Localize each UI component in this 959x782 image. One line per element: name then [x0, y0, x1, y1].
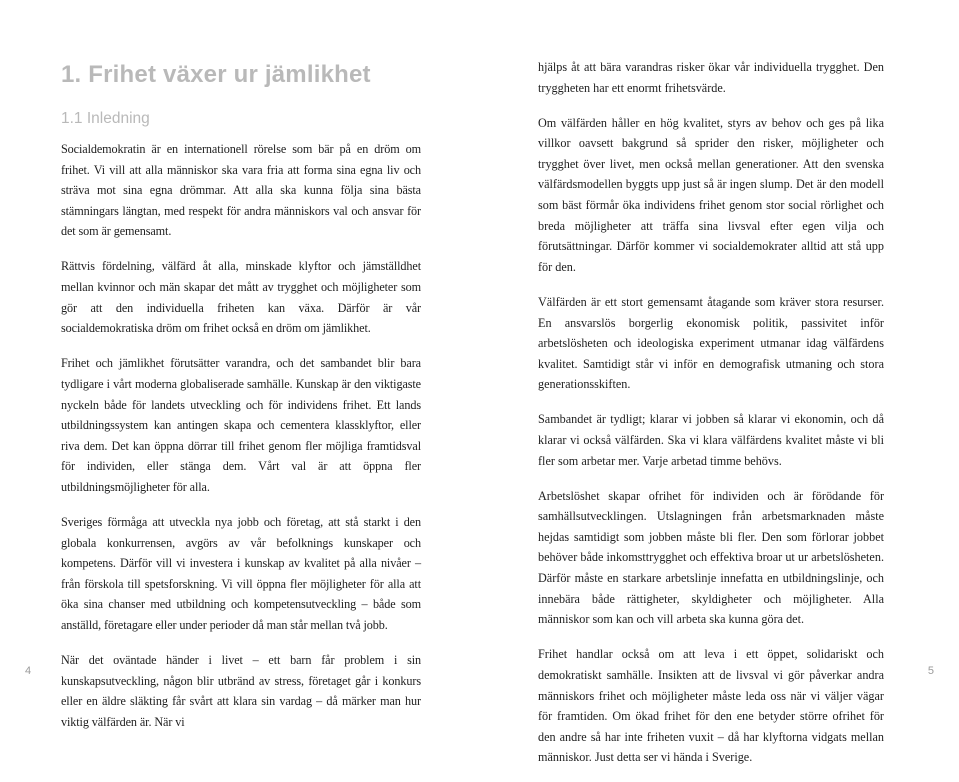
paragraph: När det oväntade händer i livet – ett barn får problem i sin kunskapsutveckling, någon blir utbränd av stress, företaget går i konkurs eller en äldre släkting får svårt att klara sin vardag – då märker man hur viktig välfärden är. När vi — [61, 653, 421, 729]
paragraph: Rättvis fördelning, välfärd åt alla, minskade klyftor och jämställdhet mellan kvinnor och män skapar det mått av trygghet och möjligheter som gör att den individuella friheten kan växa. Därför är vår socialdemokratiska dröm om frihet också en dröm om jämlikhet. — [61, 259, 421, 336]
right-page — [480, 0, 959, 765]
right-text-column — [538, 57, 884, 782]
paragraph: Om välfärden håller en hög kvalitet, styrs av behov och ges på lika villkor oavsett bakgrund så sprider den risker, möjligheter och trygghet över livet, men också mellan generationer. Att den svenska välfärdsmodellen byggts upp just så är ingen slump. Det är den modell som bäst förmår öka individens frihet genom stor social rörlighet och breda möjligheter att träffa sina livsval efter egen vilja och förutsättningar. Därför kommer vi socialdemokrater alltid att stå upp för den. — [538, 115, 884, 274]
paragraph: Sveriges förmåga att utveckla nya jobb och företag, att stå starkt i den globala konkurrensen, avgörs av vår befolknings kunskaper och kompetens. Därför vill vi investera i kunskap av kvalitet på alla nivåer – från förskola till spetsforskning. Vi vill öppna fler möjligheter för alla att öka sina chanser med utbildning och kompetensutveckling – både som anställd, företagare eller under perioder då man står mellan två jobb. — [61, 515, 421, 632]
paragraph: Frihet handlar också om att leva i ett öppet, solidariskt och demokratiskt samhälle. Insikten att de livsval vi gör påverkar andra människors frihet och möjligheter måste leda oss när vi väljer vägar för framtiden. Om ökad frihet för den ene betyder större ofrihet för den andre så har inte friheten vuxit – då har klyftorna vidgats mellan människor. Just detta ser vi hända i Sverige. — [538, 647, 884, 765]
left-text-column — [61, 58, 421, 747]
page-number: 4 — [25, 665, 32, 677]
paragraph: Arbetslöshet skapar ofrihet för individen och är förödande för samhällsutvecklingen. Utslagningen från arbetsmarknaden måste hejdas samtidigt som jobben måste bli fler. Den som förlorar jobbet behöver både inkomsttrygghet och effektiva broar ut ur arbetslösheten. Därför måste en starkare arbetslinje innefatta en utbildningslinje, och innebära både rättigheter, skyldigheter och möjligheter. Alla människor som kan och vill arbeta ska kunna göra det. — [538, 488, 884, 627]
paragraph: hjälps åt att bära varandras risker ökar vår individuella trygghet. Den tryggheten har ett enormt frihetsvärde. — [538, 60, 884, 95]
paragraph: Välfärden är ett stort gemensamt åtagande som kräver stora resurser. En ansvarslös borgerlig ekonomisk politik, passivitet inför arbetslösheten och ideologiska experiment utmanar idag välfärdens kvalitet. Samtidigt står vi inför en demografisk utmaning och stora generationsskiften. — [538, 294, 884, 392]
paragraph: Frihet och jämlikhet förutsätter varandra, och det sambandet blir bara tydligare i vårt moderna globaliserade samhälle. Kunskap är den viktigaste nyckeln både för landets utveckling och för individens frihet. Ett lands utbildningssystem kan antingen skapa och cementera klassklyftor, eller riva dem. Det kan öppna dörrar till frihet genom fler möjliga framtidsval för individen, eller stänga dem. Vårt val är att öppna fler utbildningsmöjligheter för alla. — [61, 356, 421, 494]
paragraph: Socialdemokratin är en internationell rörelse som bär på en dröm om frihet. Vi vill att alla människor ska vara fria att forma sina egna liv och sträva mot sina egna drömmar. Att alla ska kunna följa sina bästa stämningars längtan, med respekt för andra människors val och ansvar för det som är gemensamt. — [61, 142, 421, 239]
section-heading: 1.1 Inledning — [61, 110, 150, 127]
chapter-title: 1. Frihet växer ur jämlikhet — [61, 61, 371, 88]
page-number: 5 — [927, 665, 934, 677]
paragraph: Sambandet är tydligt; klarar vi jobben så klarar vi ekonomin, och då klarar vi också välfärden. Ska vi klara välfärdens kvalitet måste vi bli fler som arbetar mer. Varje arbetad timme behövs. — [538, 412, 884, 468]
left-page — [0, 0, 479, 729]
